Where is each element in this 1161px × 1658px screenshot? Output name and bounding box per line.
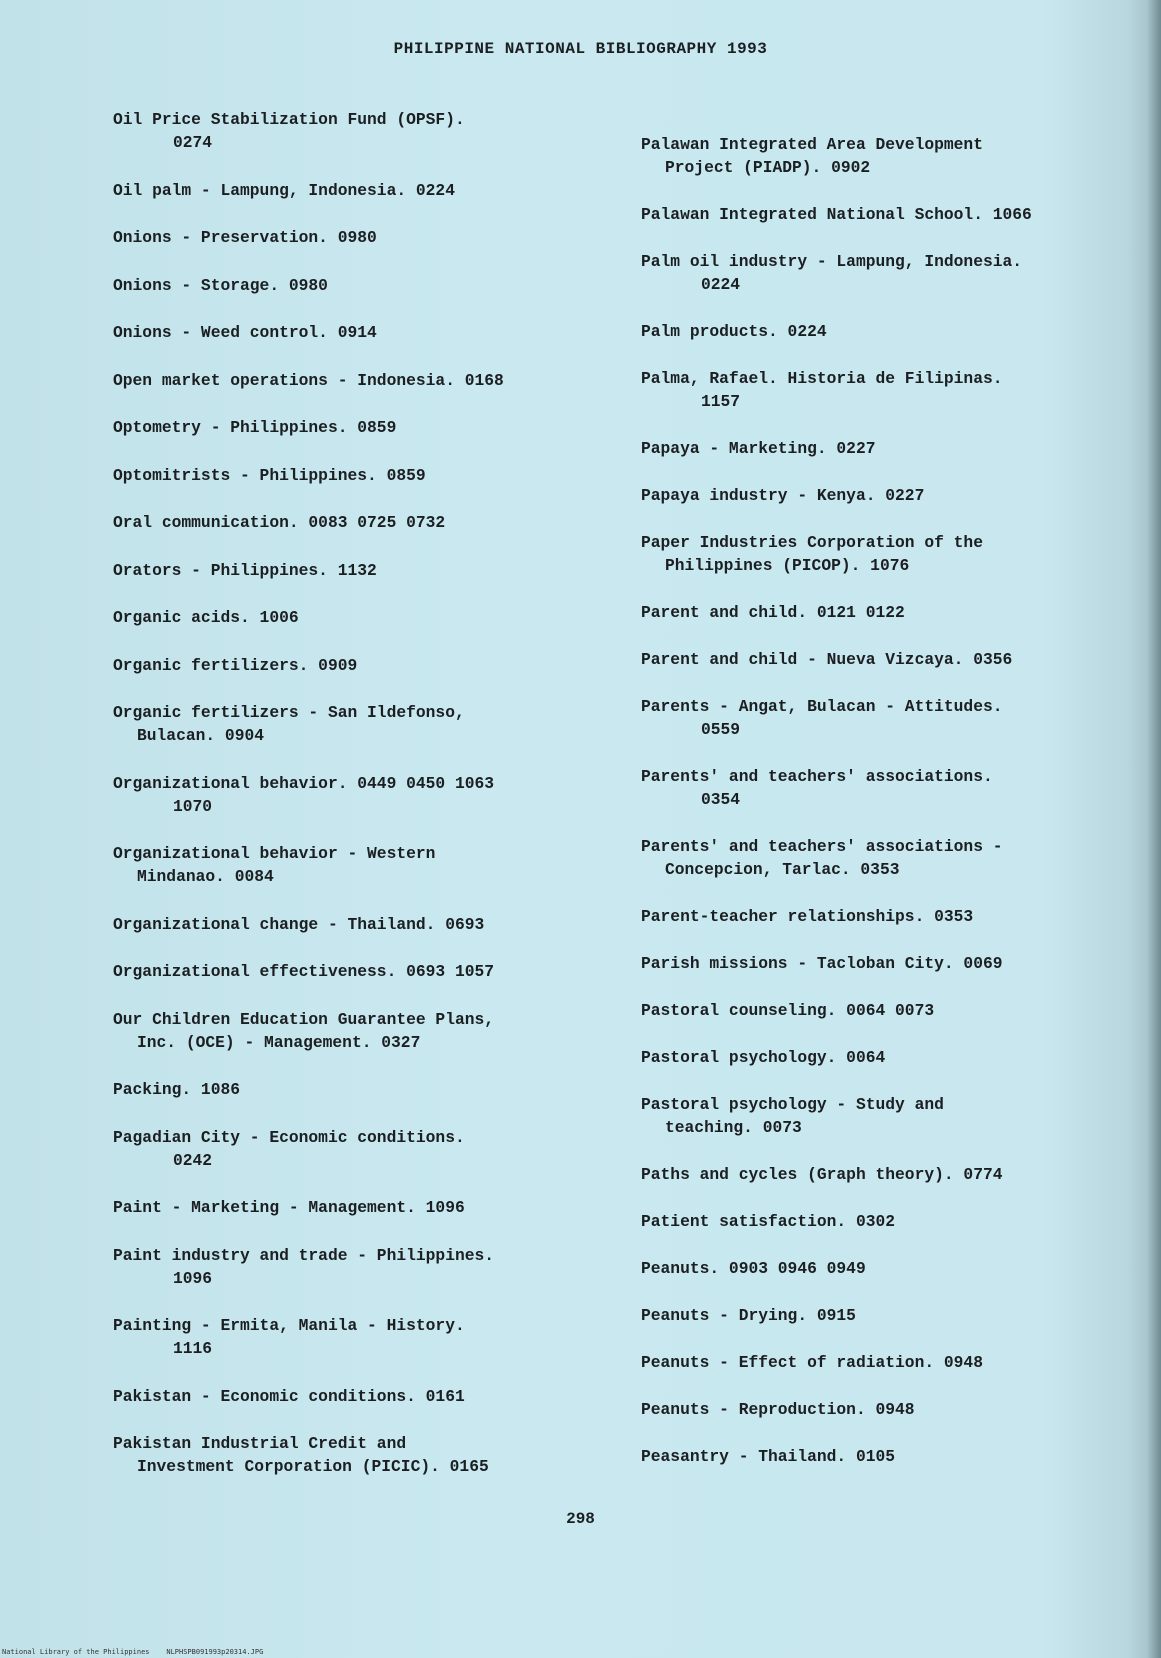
index-entry: [113, 960, 633, 983]
index-entry: [641, 695, 1131, 741]
entry-heading: Paint industry and trade - Philippines.: [113, 1245, 495, 1265]
entry-heading: Optomitrists - Philippines. 0859: [113, 465, 426, 485]
entry-heading: Palma, Rafael. Historia de Filipinas.: [641, 369, 1003, 388]
entry-heading: Pakistan Industrial Credit and: [113, 1434, 407, 1453]
index-entry: [113, 1385, 633, 1408]
entry-heading: Organic fertilizers. 0909: [113, 655, 358, 675]
index-entry: [641, 367, 1131, 413]
index-entry: [113, 226, 633, 249]
entry-continuation: 0354: [701, 790, 741, 809]
entry-heading: Organic fertilizers - San Ildefonso,: [113, 703, 465, 722]
index-entry: [641, 765, 1131, 811]
entry-heading: Parent and child. 0121 0122: [641, 603, 905, 622]
index-entry: [641, 1304, 1131, 1327]
index-entry: [641, 999, 1131, 1022]
index-entry: [641, 1093, 1131, 1139]
entry-heading: Pastoral counseling. 0064 0073: [641, 1001, 935, 1020]
entry-heading: Oil palm - Lampung, Indonesia. 0224: [113, 180, 455, 200]
index-column-left: [113, 108, 633, 1503]
index-entry: [641, 1257, 1131, 1280]
entry-continuation: 1157: [701, 392, 741, 411]
entry-continuation: Philippines (PICOP). 1076: [665, 556, 910, 575]
entry-heading: Peanuts - Effect of radiation. 0948: [641, 1353, 983, 1372]
entry-heading: Onions - Storage. 0980: [113, 275, 328, 295]
entry-continuation: 1070: [173, 796, 213, 816]
index-column-right: [641, 133, 1131, 1492]
entry-continuation: Bulacan. 0904: [137, 726, 265, 745]
entry-heading: Papaya - Marketing. 0227: [641, 439, 876, 458]
index-entry: [113, 274, 633, 297]
index-entry: [641, 1445, 1131, 1468]
entry-heading: Open market operations - Indonesia. 0168: [113, 370, 504, 390]
entry-heading: Pastoral psychology. 0064: [641, 1048, 886, 1067]
entry-heading: Palm products. 0224: [641, 322, 827, 341]
index-entry: [641, 1351, 1131, 1374]
index-entry: [113, 1196, 633, 1219]
index-entry: [113, 464, 633, 487]
entry-continuation: 0559: [701, 720, 741, 739]
index-entry: [113, 321, 633, 344]
entry-heading: Palawan Integrated National School. 1066: [641, 205, 1032, 224]
entry-heading: Pakistan - Economic conditions. 0161: [113, 1386, 465, 1406]
entry-heading: Paint - Marketing - Management. 1096: [113, 1198, 465, 1217]
entry-heading: Parents' and teachers' associations.: [641, 767, 993, 786]
entry-heading: Oil Price Stabilization Fund (OPSF).: [113, 110, 465, 129]
index-entry: [641, 250, 1131, 296]
entry-heading: Onions - Preservation. 0980: [113, 228, 377, 247]
entry-heading: Parent and child - Nueva Vizcaya. 0356: [641, 650, 1013, 669]
entry-continuation: Project (PIADP). 0902: [665, 158, 871, 177]
index-entry: [641, 133, 1131, 179]
entry-heading: Patient satisfaction. 0302: [641, 1212, 896, 1231]
entry-heading: Organic acids. 1006: [113, 608, 299, 627]
entry-heading: Palm oil industry - Lampung, Indonesia.: [641, 252, 1023, 271]
page-number: 298: [566, 1510, 595, 1528]
entry-heading: Peanuts - Reproduction. 0948: [641, 1400, 915, 1419]
index-entry: [641, 320, 1131, 343]
entry-continuation: teaching. 0073: [665, 1118, 802, 1137]
index-entry: [113, 179, 633, 202]
entry-heading: Pagadian City - Economic conditions.: [113, 1127, 465, 1147]
entry-heading: Parents' and teachers' associations -: [641, 837, 1003, 856]
index-entry: [113, 842, 633, 888]
entry-continuation: Inc. (OCE) - Management. 0327: [137, 1032, 421, 1052]
page-header: PHILIPPINE NATIONAL BIBLIOGRAPHY 1993: [393, 40, 768, 58]
index-entry: [113, 606, 633, 629]
entry-heading: Peanuts - Drying. 0915: [641, 1306, 856, 1325]
entry-heading: Parent-teacher relationships. 0353: [641, 907, 974, 926]
entry-continuation: 0274: [173, 133, 213, 152]
entry-heading: Painting - Ermita, Manila - History.: [113, 1316, 465, 1335]
entry-continuation: 0224: [701, 275, 741, 294]
page-edge-shadow: [1147, 0, 1161, 1658]
index-entry: [641, 203, 1131, 226]
entry-continuation: 1096: [173, 1268, 213, 1288]
entry-continuation: Concepcion, Tarlac. 0353: [665, 860, 900, 879]
index-entry: [641, 1210, 1131, 1233]
entry-heading: Peanuts. 0903 0946 0949: [641, 1259, 866, 1278]
entry-heading: Packing. 1086: [113, 1080, 241, 1099]
index-entry: [113, 559, 633, 582]
entry-continuation: 0242: [173, 1150, 213, 1170]
index-entry: [113, 772, 633, 818]
entry-heading: Peasantry - Thailand. 0105: [641, 1447, 896, 1466]
scan-footer-caption: National Library of the Philippines NLPHSPB091993p20314.JPG: [2, 1648, 264, 1656]
entry-heading: Our Children Education Guarantee Plans,: [113, 1009, 495, 1029]
index-entry: [113, 369, 633, 392]
entry-heading: Parents - Angat, Bulacan - Attitudes.: [641, 697, 1003, 716]
entry-heading: Organizational behavior - Western: [113, 844, 436, 863]
entry-heading: Paper Industries Corporation of the: [641, 533, 983, 552]
index-entry: [641, 1046, 1131, 1069]
index-entry: [113, 1314, 633, 1360]
index-entry: [641, 437, 1131, 460]
index-entry: [113, 416, 633, 439]
entry-heading: Pastoral psychology - Study and: [641, 1095, 944, 1114]
index-entry: [641, 648, 1131, 671]
entry-heading: Organizational effectiveness. 0693 1057: [113, 962, 495, 981]
index-entry: [113, 701, 633, 747]
index-entry: [641, 905, 1131, 928]
index-entry: [641, 484, 1131, 507]
entry-heading: Organizational change - Thailand. 0693: [113, 914, 485, 934]
entry-heading: Parish missions - Tacloban City. 0069: [641, 954, 1003, 973]
index-entry: [641, 952, 1131, 975]
entry-heading: Organizational behavior. 0449 0450 1063: [113, 773, 495, 793]
entry-heading: Palawan Integrated Area Development: [641, 135, 983, 154]
entry-heading: Oral communication. 0083 0725 0732: [113, 513, 446, 532]
index-entry: [641, 1163, 1131, 1186]
index-entry: [641, 531, 1131, 577]
index-entry: [641, 601, 1131, 624]
entry-heading: Orators - Philippines. 1132: [113, 560, 377, 580]
index-entry: [113, 913, 633, 936]
index-entry: [113, 511, 633, 534]
entry-continuation: Investment Corporation (PICIC). 0165: [137, 1457, 489, 1476]
index-entry: [113, 1244, 633, 1290]
entry-heading: Onions - Weed control. 0914: [113, 323, 377, 342]
index-entry: [113, 1078, 633, 1101]
index-entry: [113, 1008, 633, 1054]
index-entry: [113, 1432, 633, 1478]
index-entry: [641, 835, 1131, 881]
entry-heading: Optometry - Philippines. 0859: [113, 418, 397, 437]
index-entry: [113, 108, 633, 154]
index-entry: [113, 1126, 633, 1172]
index-entry: [641, 1398, 1131, 1421]
entry-heading: Papaya industry - Kenya. 0227: [641, 486, 925, 505]
index-entry: [113, 654, 633, 677]
entry-continuation: 1116: [173, 1339, 213, 1358]
entry-heading: Paths and cycles (Graph theory). 0774: [641, 1165, 1003, 1184]
entry-continuation: Mindanao. 0084: [137, 867, 274, 886]
